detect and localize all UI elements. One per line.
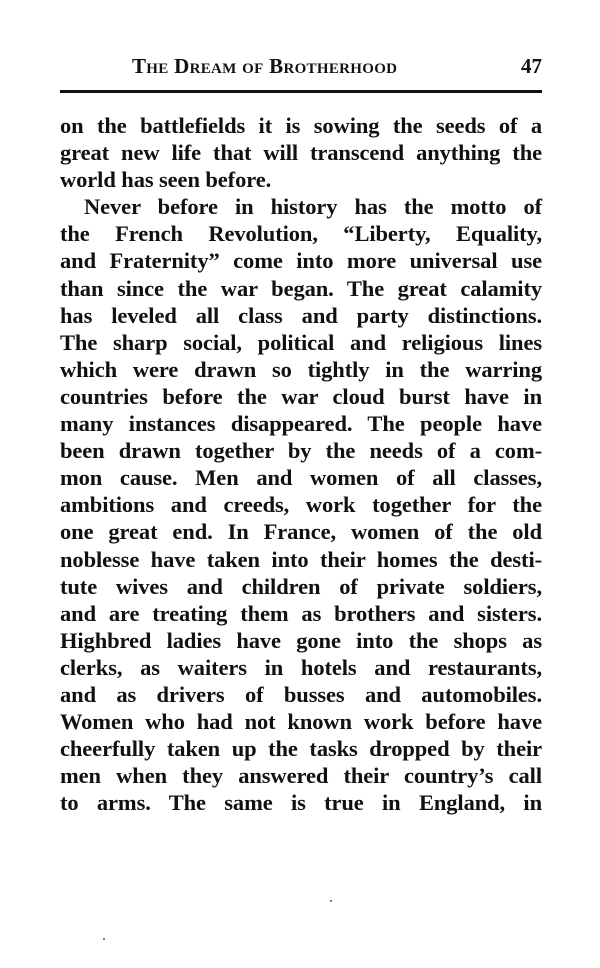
- body-text: [60, 112, 542, 816]
- text-line: the French Revolution, “Liberty, Equality,: [60, 221, 542, 247]
- text-line: The sharp social, political and religious lines: [60, 329, 542, 355]
- text-line: clerks, as waiters in hotels and restaurants,: [60, 654, 542, 680]
- text-line: Women who had not known work before have: [60, 709, 542, 735]
- running-title: The Dream of Brotherhood: [132, 54, 398, 78]
- text-line: has leveled all class and party distinctions.: [60, 302, 542, 328]
- text-line: many instances disappeared. The people have: [60, 411, 542, 437]
- text-line: countries before the war cloud burst have in: [60, 383, 542, 409]
- text-line: and as drivers of busses and automobiles.: [60, 681, 542, 707]
- text-line: great new life that will transcend anything the: [60, 140, 542, 166]
- text-line: than since the war began. The great calamity: [60, 275, 542, 301]
- scan-speck: [330, 900, 332, 902]
- page-number: 47: [521, 54, 542, 78]
- text-line: on the battlefields it is sowing the seeds of a: [60, 113, 542, 138]
- scan-speck: [103, 938, 105, 940]
- text-line: and are treating them as brothers and sisters.: [60, 600, 542, 626]
- text-line: tute wives and children of private soldiers,: [60, 573, 542, 599]
- text-line: cheerfully taken up the tasks dropped by their: [60, 736, 542, 762]
- text-line: noblesse have taken into their homes the desti-: [60, 546, 542, 572]
- text-line: been drawn together by the needs of a com-: [60, 438, 542, 464]
- header-rule: [60, 90, 542, 93]
- text-line: ambitions and creeds, work together for the: [60, 492, 542, 518]
- text-line: men when they answered their country’s call: [60, 763, 542, 789]
- running-header: [60, 52, 542, 86]
- text-line: mon cause. Men and women of all classes,: [60, 465, 542, 491]
- text-line: and Fraternity” come into more universal use: [60, 248, 542, 274]
- text-line: to arms. The same is true in England, in: [60, 790, 542, 816]
- text-line: one great end. In France, women of the old: [60, 519, 542, 545]
- text-line: which were drawn so tightly in the warring: [60, 356, 542, 382]
- text-line: Never before in history has the motto of: [84, 194, 542, 220]
- text-line: Highbred ladies have gone into the shops as: [60, 627, 542, 653]
- text-line: world has seen before.: [60, 167, 272, 193]
